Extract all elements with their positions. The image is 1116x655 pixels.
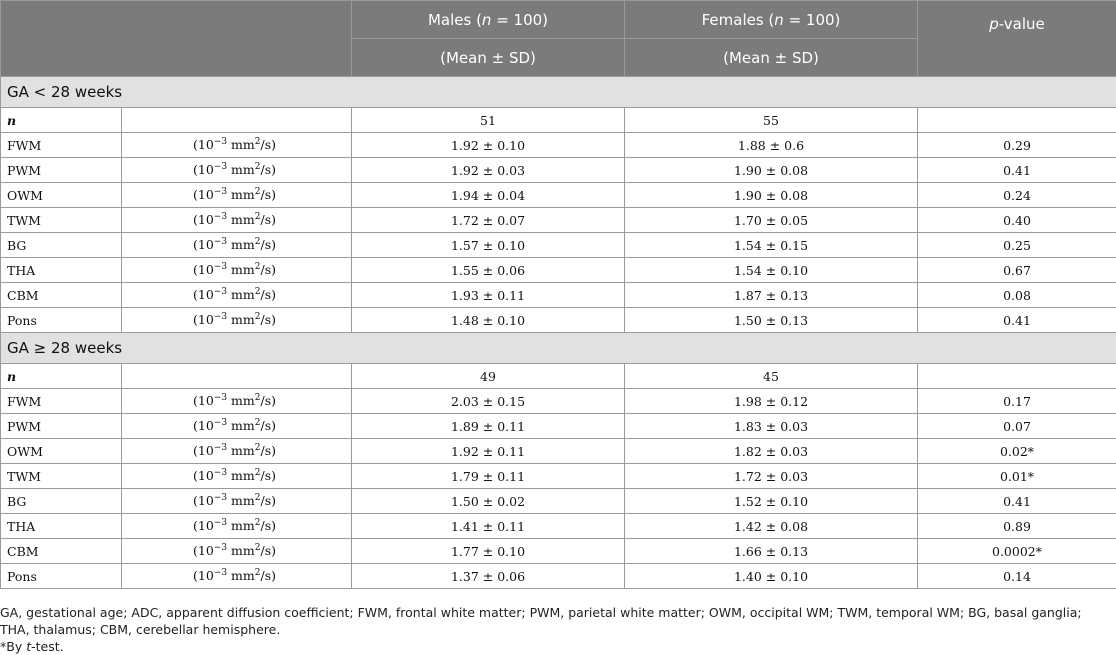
region-name: Pons bbox=[1, 308, 122, 333]
n-p-blank bbox=[918, 108, 1116, 133]
females-value: 1.70 ± 0.05 bbox=[625, 208, 918, 233]
males-value: 1.89 ± 0.11 bbox=[352, 414, 625, 439]
p-value: 0.07 bbox=[918, 414, 1116, 439]
unit-cell: ($10^{-3}$ $mm^2/s$) bbox=[122, 414, 352, 439]
females-value: 1.40 ± 0.10 bbox=[625, 564, 918, 589]
females-value: 1.72 ± 0.03 bbox=[625, 464, 918, 489]
males-value: 1.41 ± 0.11 bbox=[352, 514, 625, 539]
males-header: Males (n = 100) bbox=[352, 1, 625, 39]
p-value: 0.01* bbox=[918, 464, 1116, 489]
unit-cell: ($10^{-3}$ $mm^2/s$) bbox=[122, 489, 352, 514]
table-row bbox=[1, 414, 1116, 439]
unit-cell: ($10^{-3}$ $mm^2/s$) bbox=[122, 564, 352, 589]
table-row bbox=[1, 439, 1116, 464]
table-row bbox=[1, 183, 1116, 208]
females-value: 1.52 ± 0.10 bbox=[625, 489, 918, 514]
region-name: OWM bbox=[1, 439, 122, 464]
unit-cell: ($10^{-3}$ $mm^2/s$) bbox=[122, 539, 352, 564]
unit-cell: ($10^{-3}$ $mm^2/s$) bbox=[122, 514, 352, 539]
females-value: 1.66 ± 0.13 bbox=[625, 539, 918, 564]
females-value: 1.90 ± 0.08 bbox=[625, 183, 918, 208]
females-value: 1.54 ± 0.15 bbox=[625, 233, 918, 258]
group-header-row bbox=[1, 77, 1116, 108]
region-name: THA bbox=[1, 258, 122, 283]
region-name: CBM bbox=[1, 283, 122, 308]
unit-cell: ($10^{-3}$ $mm^2/s$) bbox=[122, 464, 352, 489]
p-value: 0.41 bbox=[918, 158, 1116, 183]
group-header-row bbox=[1, 333, 1116, 364]
females-value: 1.98 ± 0.12 bbox=[625, 389, 918, 414]
unit-cell: ($10^{-3}$ $mm^2/s$) bbox=[122, 283, 352, 308]
males-value: 1.93 ± 0.11 bbox=[352, 283, 625, 308]
females-value: 1.54 ± 0.10 bbox=[625, 258, 918, 283]
males-value: 1.57 ± 0.10 bbox=[352, 233, 625, 258]
region-name: FWM bbox=[1, 389, 122, 414]
unit-cell: ($10^{-3}$ $mm^2/s$) bbox=[122, 183, 352, 208]
males-value: 1.55 ± 0.06 bbox=[352, 258, 625, 283]
p-value: 0.24 bbox=[918, 183, 1116, 208]
males-value: 1.77 ± 0.10 bbox=[352, 539, 625, 564]
test-footnote: *By t-test. bbox=[0, 639, 64, 654]
males-value: 1.37 ± 0.06 bbox=[352, 564, 625, 589]
unit-cell: ($10^{-3}$ $mm^2/s$) bbox=[122, 389, 352, 414]
p-value: 0.17 bbox=[918, 389, 1116, 414]
p-value: 0.0002* bbox=[918, 539, 1116, 564]
table-row bbox=[1, 133, 1116, 158]
females-value: 1.83 ± 0.03 bbox=[625, 414, 918, 439]
p-value: 0.40 bbox=[918, 208, 1116, 233]
region-name: FWM bbox=[1, 133, 122, 158]
region-name: PWM bbox=[1, 414, 122, 439]
group-title: GA ≥ 28 weeks bbox=[1, 333, 1116, 364]
abbreviations-footnote: GA, gestational age; ADC, apparent diffusion coefficient; FWM, frontal white matter; PWM, parietal white matter; OWM, occipital WM; TWM, temporal WM; BG, basal ganglia; THA, thalamus; CBM, cerebellar hemisphere. bbox=[0, 605, 1082, 637]
males-value: 2.03 ± 0.15 bbox=[352, 389, 625, 414]
table-row bbox=[1, 389, 1116, 414]
table-row bbox=[1, 564, 1116, 589]
n-females: 55 bbox=[625, 108, 918, 133]
males-value: 1.92 ± 0.03 bbox=[352, 158, 625, 183]
region-name: THA bbox=[1, 514, 122, 539]
females-value: 1.50 ± 0.13 bbox=[625, 308, 918, 333]
header-blank-cell bbox=[1, 1, 352, 77]
n-label: n bbox=[1, 364, 122, 389]
unit-cell: ($10^{-3}$ $mm^2/s$) bbox=[122, 258, 352, 283]
region-name: OWM bbox=[1, 183, 122, 208]
males-value: 1.92 ± 0.10 bbox=[352, 133, 625, 158]
region-name: TWM bbox=[1, 208, 122, 233]
unit-cell: ($10^{-3}$ $mm^2/s$) bbox=[122, 158, 352, 183]
p-value-header: p-value bbox=[918, 1, 1116, 77]
table-row bbox=[1, 233, 1116, 258]
n-unit-blank bbox=[122, 108, 352, 133]
region-name: Pons bbox=[1, 564, 122, 589]
region-name: BG bbox=[1, 233, 122, 258]
p-value: 0.02* bbox=[918, 439, 1116, 464]
p-value: 0.29 bbox=[918, 133, 1116, 158]
n-females: 45 bbox=[625, 364, 918, 389]
region-name: TWM bbox=[1, 464, 122, 489]
table-row bbox=[1, 158, 1116, 183]
males-value: 1.48 ± 0.10 bbox=[352, 308, 625, 333]
region-name: PWM bbox=[1, 158, 122, 183]
males-value: 1.92 ± 0.11 bbox=[352, 439, 625, 464]
males-value: 1.50 ± 0.02 bbox=[352, 489, 625, 514]
females-value: 1.42 ± 0.08 bbox=[625, 514, 918, 539]
n-row bbox=[1, 108, 1116, 133]
females-value: 1.82 ± 0.03 bbox=[625, 439, 918, 464]
n-males: 49 bbox=[352, 364, 625, 389]
n-row bbox=[1, 364, 1116, 389]
males-value: 1.72 ± 0.07 bbox=[352, 208, 625, 233]
table-body bbox=[1, 77, 1116, 589]
n-unit-blank bbox=[122, 364, 352, 389]
females-mean-sd-header: (Mean ± SD) bbox=[625, 39, 918, 77]
females-header: Females (n = 100) bbox=[625, 1, 918, 39]
unit-cell: ($10^{-3}$ $mm^2/s$) bbox=[122, 208, 352, 233]
p-value: 0.89 bbox=[918, 514, 1116, 539]
females-value: 1.87 ± 0.13 bbox=[625, 283, 918, 308]
table-row bbox=[1, 258, 1116, 283]
p-value: 0.25 bbox=[918, 233, 1116, 258]
unit-cell: ($10^{-3}$ $mm^2/s$) bbox=[122, 133, 352, 158]
n-males: 51 bbox=[352, 108, 625, 133]
table-row bbox=[1, 464, 1116, 489]
males-mean-sd-header: (Mean ± SD) bbox=[352, 39, 625, 77]
table-row bbox=[1, 539, 1116, 564]
p-value: 0.41 bbox=[918, 308, 1116, 333]
unit-cell: ($10^{-3}$ $mm^2/s$) bbox=[122, 308, 352, 333]
table-row bbox=[1, 283, 1116, 308]
region-name: BG bbox=[1, 489, 122, 514]
table-row bbox=[1, 308, 1116, 333]
females-value: 1.90 ± 0.08 bbox=[625, 158, 918, 183]
group-title: GA < 28 weeks bbox=[1, 77, 1116, 108]
males-value: 1.79 ± 0.11 bbox=[352, 464, 625, 489]
table-row bbox=[1, 514, 1116, 539]
p-value: 0.67 bbox=[918, 258, 1116, 283]
table-row bbox=[1, 208, 1116, 233]
header-row-1 bbox=[1, 1, 1116, 39]
n-label: n bbox=[1, 108, 122, 133]
unit-cell: ($10^{-3}$ $mm^2/s$) bbox=[122, 439, 352, 464]
males-value: 1.94 ± 0.04 bbox=[352, 183, 625, 208]
females-value: 1.88 ± 0.6 bbox=[625, 133, 918, 158]
table-row bbox=[1, 489, 1116, 514]
n-p-blank bbox=[918, 364, 1116, 389]
region-name: CBM bbox=[1, 539, 122, 564]
p-value: 0.14 bbox=[918, 564, 1116, 589]
unit-cell: ($10^{-3}$ $mm^2/s$) bbox=[122, 233, 352, 258]
p-value: 0.08 bbox=[918, 283, 1116, 308]
p-value: 0.41 bbox=[918, 489, 1116, 514]
